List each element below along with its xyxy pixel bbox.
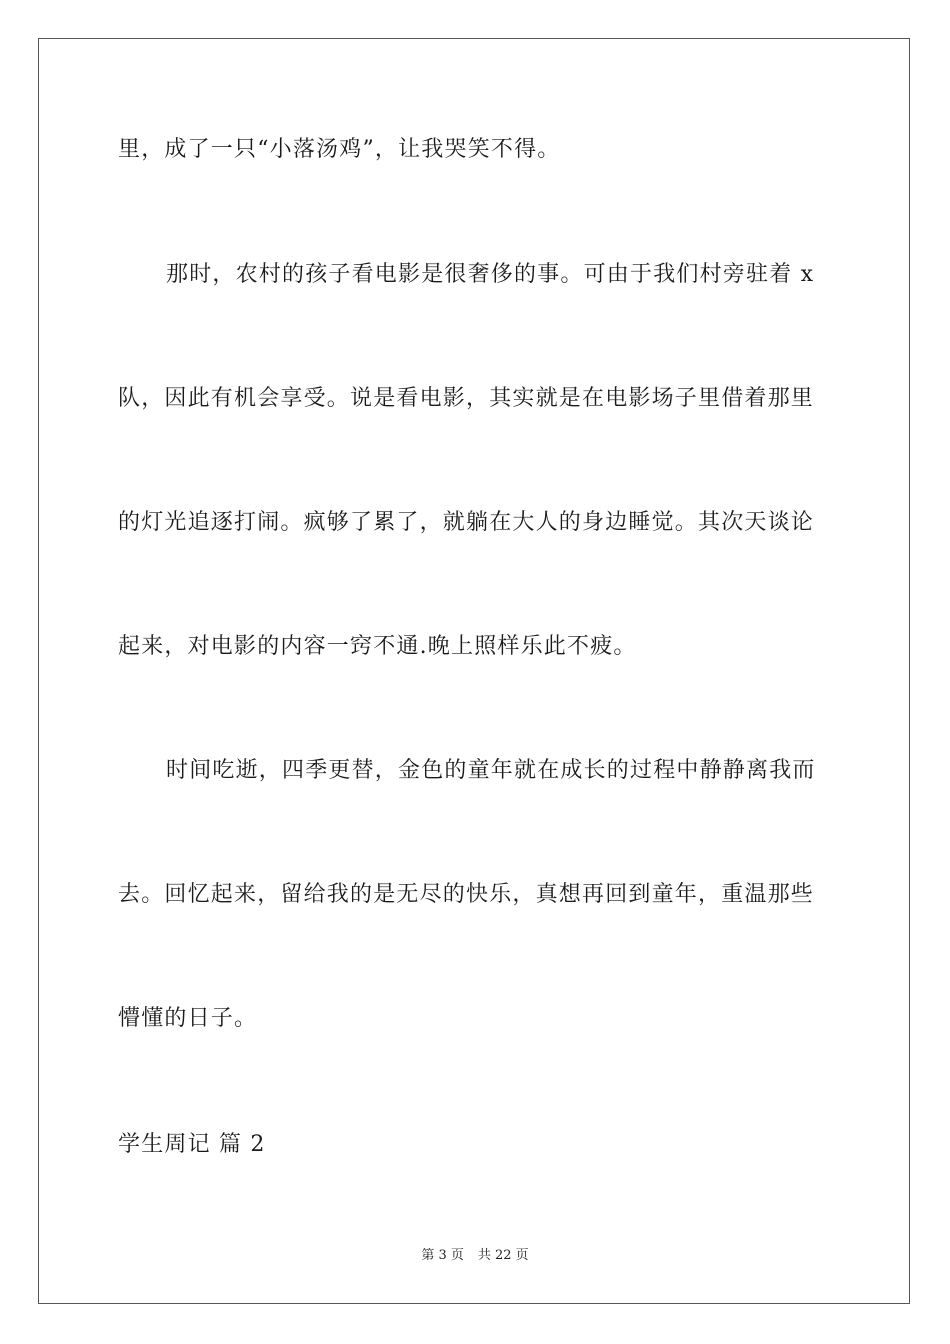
paragraph-line: 时间吃逝，四季更替，金色的童年就在成长的过程中静静离我而 <box>166 758 816 783</box>
paragraph-line: 那时，农村的孩子看电影是很奢侈的事。可由于我们村旁驻着 x <box>166 262 815 287</box>
paragraph-line: 队，因此有机会享受。说是看电影，其实就是在电影场子里借着那里 <box>118 386 815 411</box>
page-border <box>38 38 910 1304</box>
page-footer <box>0 1247 950 1265</box>
paragraph-line: 起来，对电影的内容一窍不通.晚上照样乐此不疲。 <box>118 634 637 659</box>
page-number: 第 3 页 <box>421 1248 464 1263</box>
paragraph-line: 里，成了一只“小落汤鸡”，让我哭笑不得。 <box>118 137 561 162</box>
paragraph-line: 去。回忆起来，留给我的是无尽的快乐，真想再回到童年，重温那些 <box>118 882 815 907</box>
paragraph-line: 懵懂的日子。 <box>118 1006 258 1031</box>
section-heading: 学生周记 篇 2 <box>118 1132 266 1157</box>
page-total: 共 22 页 <box>477 1248 529 1263</box>
paragraph-line: 的灯光追逐打闹。疯够了累了，就躺在大人的身边睡觉。其次天谈论 <box>118 510 815 535</box>
